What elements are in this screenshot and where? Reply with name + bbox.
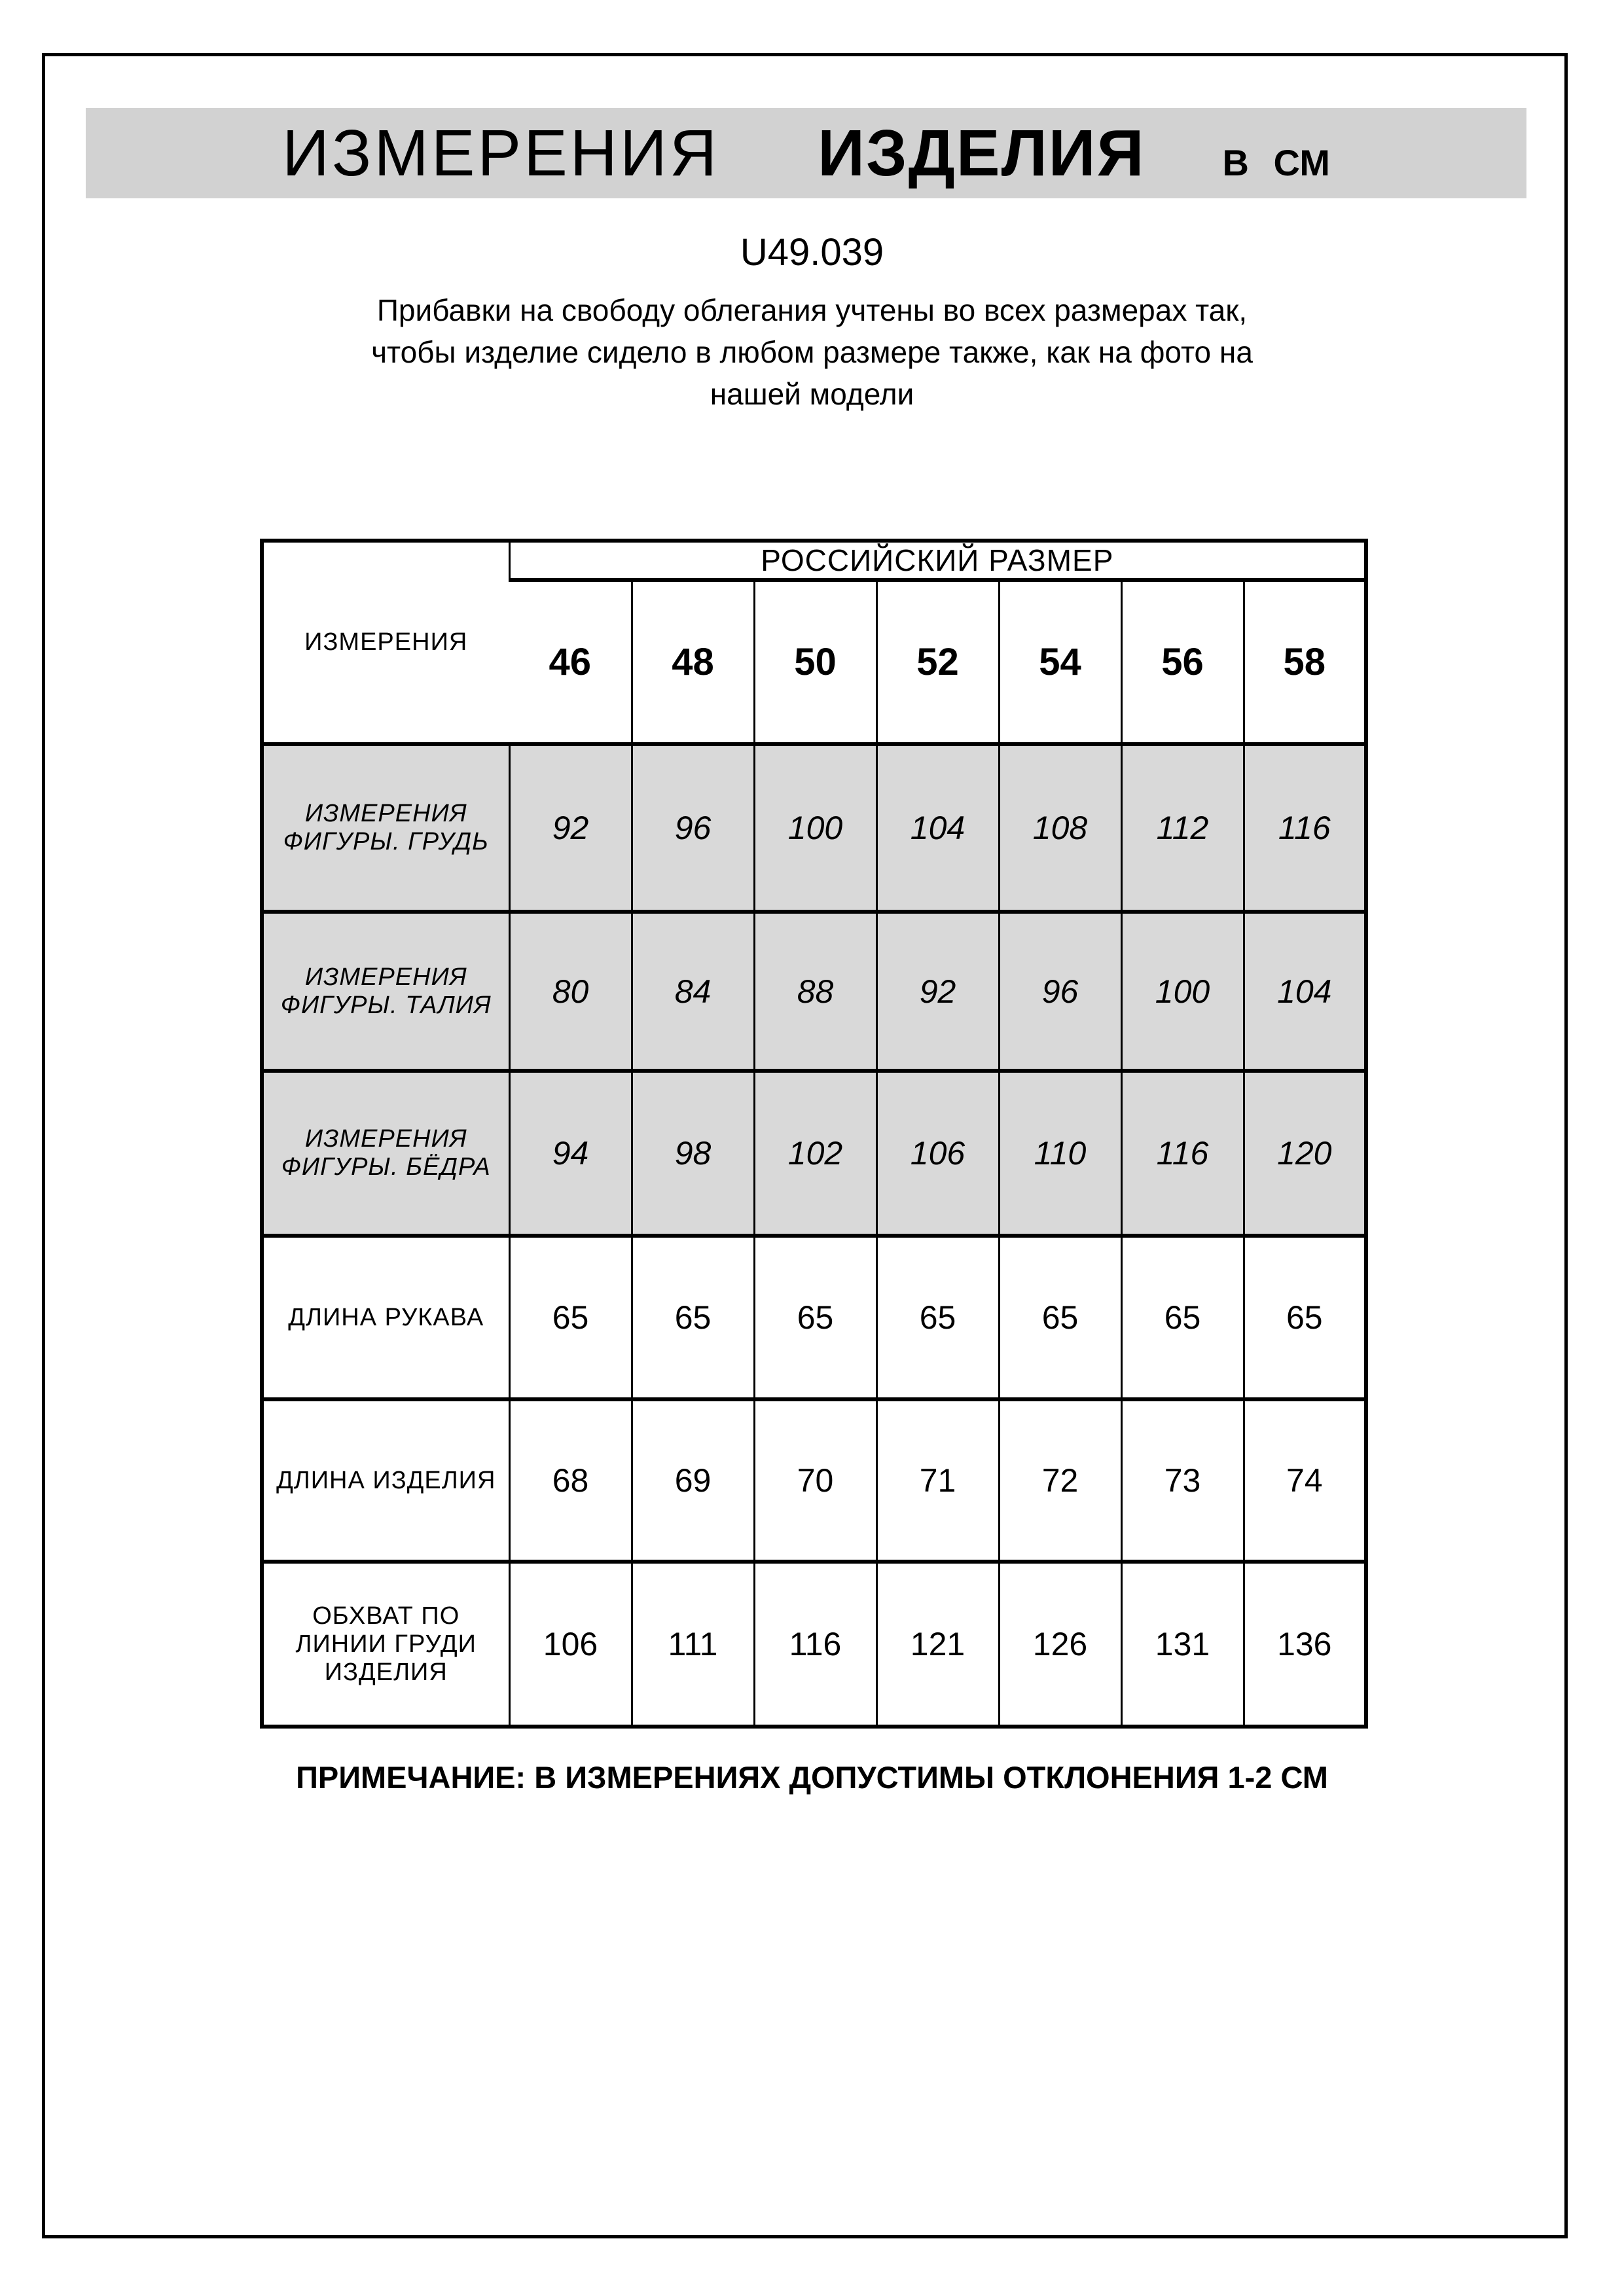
value-cell: 65 <box>876 1236 999 1399</box>
value-cell: 84 <box>632 912 754 1071</box>
row-label: ДЛИНА ИЗДЕЛИЯ <box>262 1399 509 1562</box>
value-cell: 110 <box>999 1071 1121 1236</box>
size-header: 48 <box>632 580 754 744</box>
row-label: ОБХВАТ ПО ЛИНИИ ГРУДИ ИЗДЕЛИЯ <box>262 1562 509 1727</box>
fit-description <box>0 289 1624 415</box>
page-title-product: ИЗДЕЛИЯ <box>818 117 1146 190</box>
table-row-figure-hips <box>262 1071 1366 1236</box>
value-cell: 71 <box>876 1399 999 1562</box>
description-line: чтобы изделие сидело в любом размере также, как на фото на <box>371 335 1253 369</box>
value-cell: 106 <box>509 1562 632 1727</box>
value-cell: 116 <box>1121 1071 1244 1236</box>
value-cell: 121 <box>876 1562 999 1727</box>
value-cell: 116 <box>1244 744 1366 912</box>
size-header: 58 <box>1244 580 1366 744</box>
value-cell: 92 <box>509 744 632 912</box>
corner-label: ИЗМЕРЕНИЯ <box>304 628 468 656</box>
group-header: РОССИЙСКИЙ РАЗМЕР <box>509 541 1366 580</box>
value-cell: 96 <box>999 912 1121 1071</box>
size-header: 52 <box>876 580 999 744</box>
value-cell: 136 <box>1244 1562 1366 1727</box>
value-cell: 80 <box>509 912 632 1071</box>
value-cell: 65 <box>1244 1236 1366 1399</box>
row-label: ИЗМЕРЕНИЯ ФИГУРЫ. БЁДРА <box>262 1071 509 1236</box>
value-cell: 65 <box>754 1236 876 1399</box>
table-row-item-length <box>262 1399 1366 1562</box>
value-cell: 116 <box>754 1562 876 1727</box>
value-cell: 111 <box>632 1562 754 1727</box>
group-header-row <box>262 541 1366 580</box>
value-cell: 65 <box>509 1236 632 1399</box>
value-cell: 73 <box>1121 1399 1244 1562</box>
value-cell: 120 <box>1244 1071 1366 1236</box>
value-cell: 65 <box>632 1236 754 1399</box>
value-cell: 102 <box>754 1071 876 1236</box>
value-cell: 100 <box>1121 912 1244 1071</box>
size-header: 46 <box>509 580 632 744</box>
table-row-chest-girth <box>262 1562 1366 1727</box>
title-band <box>86 108 1526 198</box>
value-cell: 104 <box>1244 912 1366 1071</box>
value-cell: 69 <box>632 1399 754 1562</box>
row-label: ИЗМЕРЕНИЯ ФИГУРЫ. ГРУДЬ <box>262 744 509 912</box>
description-line: нашей модели <box>710 377 914 411</box>
value-cell: 100 <box>754 744 876 912</box>
value-cell: 126 <box>999 1562 1121 1727</box>
value-cell: 88 <box>754 912 876 1071</box>
value-cell: 68 <box>509 1399 632 1562</box>
value-cell: 65 <box>999 1236 1121 1399</box>
value-cell: 106 <box>876 1071 999 1236</box>
table-row-figure-waist <box>262 912 1366 1071</box>
page-title-unit: В СМ <box>1222 142 1330 183</box>
value-cell: 65 <box>1121 1236 1244 1399</box>
description-line: Прибавки на свободу облегания учтены во всех размерах так, <box>376 293 1248 327</box>
value-cell: 112 <box>1121 744 1244 912</box>
size-header: 54 <box>999 580 1121 744</box>
tolerance-note: ПРИМЕЧАНИЕ: В ИЗМЕРЕНИЯХ ДОПУСТИМЫ ОТКЛОНЕНИЯ 1-2 СМ <box>296 1760 1328 1795</box>
row-label: ДЛИНА РУКАВА <box>262 1236 509 1399</box>
size-header: 56 <box>1121 580 1244 744</box>
table-row-sleeve-length <box>262 1236 1366 1399</box>
value-cell: 94 <box>509 1071 632 1236</box>
row-label: ИЗМЕРЕНИЯ ФИГУРЫ. ТАЛИЯ <box>262 912 509 1071</box>
value-cell: 108 <box>999 744 1121 912</box>
value-cell: 70 <box>754 1399 876 1562</box>
value-cell: 104 <box>876 744 999 912</box>
value-cell: 98 <box>632 1071 754 1236</box>
value-cell: 72 <box>999 1399 1121 1562</box>
size-table <box>260 539 1368 1729</box>
value-cell: 74 <box>1244 1399 1366 1562</box>
value-cell: 96 <box>632 744 754 912</box>
page-title-measurements: ИЗМЕРЕНИЯ <box>282 117 720 190</box>
value-cell: 131 <box>1121 1562 1244 1727</box>
size-header: 50 <box>754 580 876 744</box>
product-code: U49.039 <box>740 231 884 274</box>
table-row-figure-chest <box>262 744 1366 912</box>
value-cell: 92 <box>876 912 999 1071</box>
